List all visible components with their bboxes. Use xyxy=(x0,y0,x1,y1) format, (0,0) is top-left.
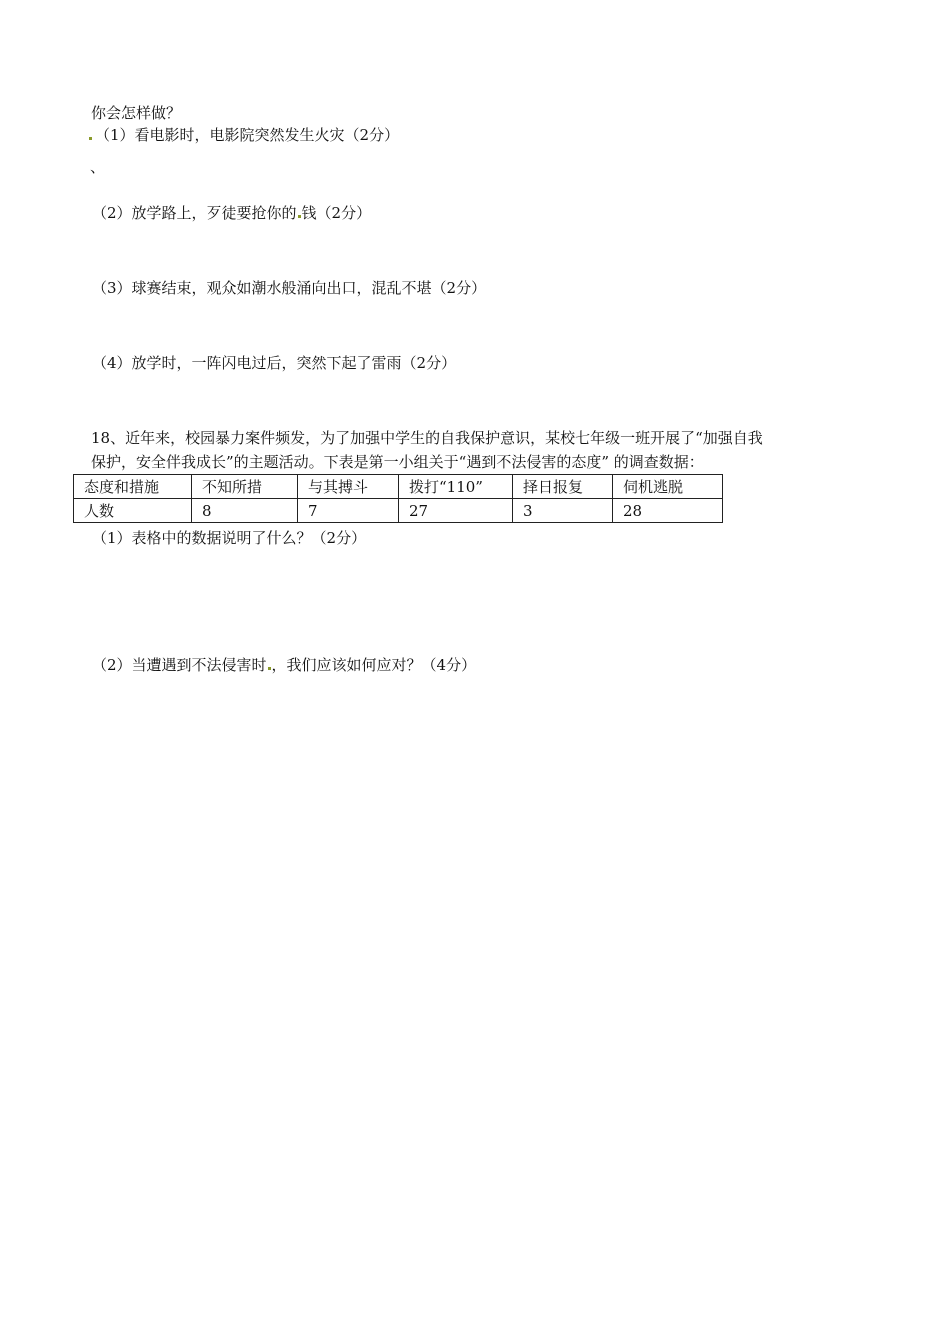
question-17-2-text-b: 钱（2分） xyxy=(301,204,372,222)
table-cell: 伺机逃脱 xyxy=(613,475,723,499)
table-cell: 8 xyxy=(192,499,298,523)
question-18-line-2: 保护，安全伴我成长”的主题活动。下表是第一小组关于“遇到不法侵害的态度” 的调查数据： xyxy=(91,453,704,471)
table-cell: 拨打“110” xyxy=(399,475,513,499)
table-header-row xyxy=(74,475,723,499)
question-17-4: （4）放学时，一阵闪电过后，突然下起了雷雨（2分） xyxy=(92,354,457,372)
table-cell: 与其搏斗 xyxy=(298,475,399,499)
question-18-2 xyxy=(92,655,476,675)
table-cell: 不知所措 xyxy=(192,475,298,499)
table-cell: 态度和措施 xyxy=(74,475,192,499)
stray-mark: 、 xyxy=(90,158,106,176)
highlight-marker xyxy=(268,667,271,670)
question-18-2-text-a: （2）当遭遇到不法侵害时 xyxy=(92,656,267,674)
survey-table xyxy=(73,474,723,523)
table-cell: 人数 xyxy=(74,499,192,523)
table-cell: 28 xyxy=(613,499,723,523)
table-cell: 3 xyxy=(513,499,613,523)
question-17-2 xyxy=(92,203,371,223)
question-17-2-text-a: （2）放学路上，歹徒要抢你的 xyxy=(92,204,297,222)
intro-line: 你会怎样做？ xyxy=(91,104,182,122)
question-18-1: （1）表格中的数据说明了什么？（2分） xyxy=(92,529,367,547)
question-17-1-text: （1）看电影时，电影院突然发生火灾（2分） xyxy=(95,126,400,144)
table-cell: 择日报复 xyxy=(513,475,613,499)
table-cell: 27 xyxy=(399,499,513,523)
table-cell: 7 xyxy=(298,499,399,523)
question-17-1 xyxy=(88,125,399,145)
highlight-marker xyxy=(89,137,92,140)
highlight-marker xyxy=(298,215,301,218)
question-18-line-1: 18、近年来，校园暴力案件频发，为了加强中学生的自我保护意识，某校七年级一班开展了“加强自我 xyxy=(91,429,763,447)
question-18-2-text-b: ，我们应该如何应对？（4分） xyxy=(271,656,477,674)
question-17-3: （3）球赛结束，观众如潮水般涌向出口，混乱不堪（2分） xyxy=(92,279,487,297)
table-row xyxy=(74,499,723,523)
